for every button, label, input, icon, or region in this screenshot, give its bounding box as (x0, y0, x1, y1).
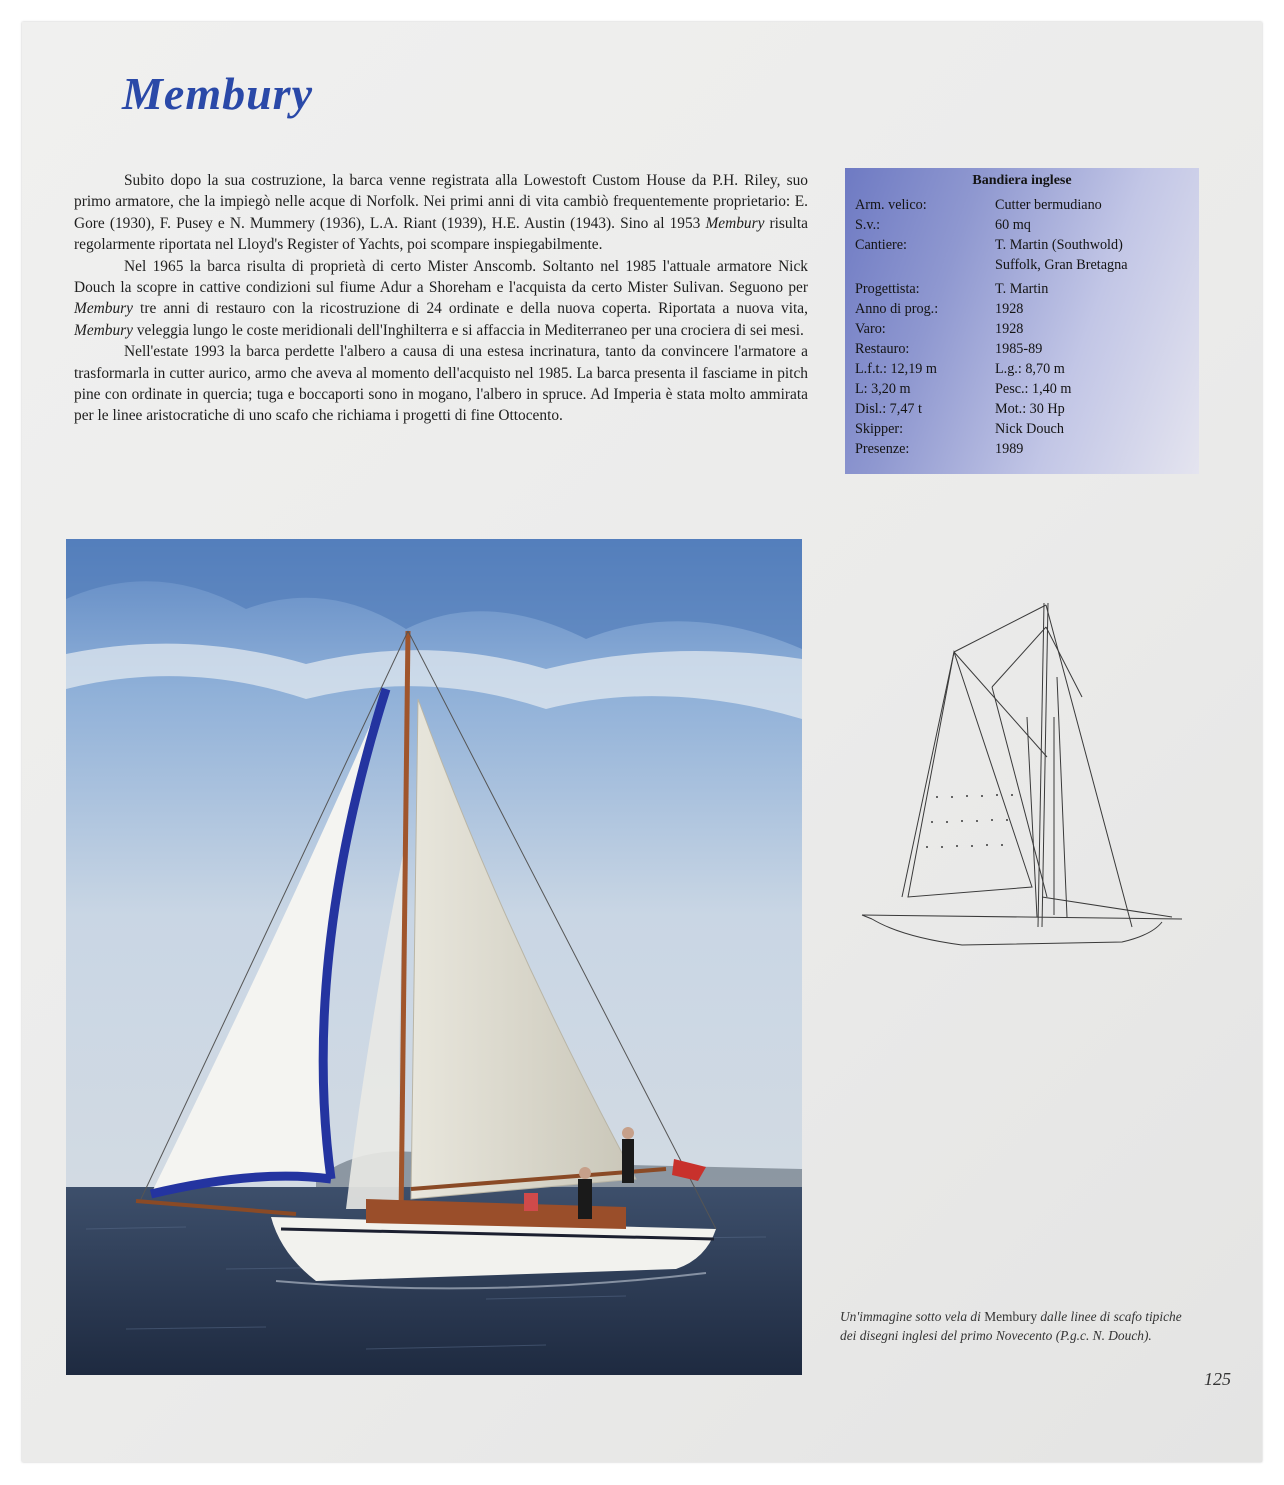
spec-label: L: 3,20 m (855, 381, 911, 397)
spec-row (855, 421, 1195, 441)
spec-value: Nick Douch (995, 421, 1064, 437)
spec-value: Mot.: 30 Hp (995, 401, 1065, 417)
page-number: 125 (1204, 1369, 1231, 1389)
spec-value: 1985-89 (995, 341, 1043, 357)
spec-heading: Bandiera inglese (972, 173, 1072, 188)
crew-red-jacket (524, 1193, 538, 1211)
spec-value: Pesc.: 1,40 m (995, 381, 1072, 397)
paragraph-1: Subito dopo la sua costruzione, la barca venne registrata alla Lowestoft Custom House da P.H. Riley, suo primo armatore, che la impiegò nelle acque di Norfolk. Nei primi anni di vita cambiò frequentemente proprietario: E. Gore (1930), F. Pusey e N. Mummery (1936), L.A. Riant (1939), H.E. Austin (1943). Sino al 1953 Membury risulta regolarmente riportata nel Lloyd's Register of Yachts, poi scompare inspiegabilmente. (74, 172, 809, 254)
sailboat-photo-illustration (66, 539, 802, 1375)
spec-label: Arm. velico: (855, 197, 927, 213)
crew-head (579, 1167, 591, 1179)
spec-label: S.v.: (855, 217, 881, 233)
spec-row (855, 381, 1195, 401)
spec-row (855, 197, 1195, 217)
plan-forestay (902, 652, 954, 897)
spec-label: Disl.: 7,47 t (855, 401, 923, 417)
spec-row (855, 217, 1195, 237)
spec-row (855, 441, 1195, 461)
paragraph-3: Nell'estate 1993 la barca perdette l'albero a causa di una estesa incrinatura, tanto da convincere l'armatore a trasformarla in cutter aurico, armo che aveva al momento dell'acquisto nel 1985. La barca presenta il fasciame in pitch pine con ordinate in quercia; tuga e boccaporti sono in mogano, l'albero in spruce. Ad Imperia è stata molto ammirata per le linee aristocratiche di uno scafo che richiama i progetti di fine Ottocento. (74, 343, 808, 425)
crew-member-standing (622, 1139, 634, 1183)
spec-label: Varo: (855, 321, 886, 337)
crew-member (578, 1179, 592, 1219)
spec-row (855, 237, 1195, 257)
sailing-photo (66, 539, 802, 1375)
spec-row (855, 257, 1195, 277)
plan-reef-points (926, 794, 1013, 848)
spec-value: 1928 (995, 321, 1024, 337)
spec-label: Anno di prog.: (855, 301, 939, 317)
spec-row (855, 341, 1195, 361)
photo-caption: Un'immagine sotto vela di Membury dalle linee di scafo tipiche dei disegni inglesi del primo Novecento (P.g.c. N. Douch). (840, 1309, 1182, 1343)
plan-hull (872, 919, 1162, 945)
spec-label: Progettista: (855, 281, 920, 297)
plan-deck (862, 915, 1182, 919)
spec-label: Cantiere: (855, 237, 907, 253)
article-body (74, 170, 808, 427)
spec-value: Suffolk, Gran Bretagna (995, 257, 1128, 273)
spec-value: Cutter bermudiano (995, 197, 1102, 213)
spec-label: Restauro: (855, 341, 910, 357)
plan-backstay (1046, 605, 1132, 927)
page-title: Membury (122, 68, 313, 119)
spec-row (855, 301, 1195, 321)
spec-value: T. Martin (995, 281, 1049, 297)
spec-row (855, 401, 1195, 421)
book-page (22, 22, 1262, 1462)
spec-label: Skipper: (855, 421, 904, 437)
spec-row (855, 321, 1195, 341)
plan-foresail (908, 652, 1032, 897)
sail-plan-drawing (842, 597, 1192, 957)
spec-value: T. Martin (Southwold) (995, 237, 1123, 253)
crew-head (622, 1127, 634, 1139)
spec-value: 60 mq (995, 217, 1031, 233)
spec-value: L.g.: 8,70 m (995, 361, 1065, 377)
spec-value: 1928 (995, 301, 1024, 317)
spec-label: L.f.t.: 12,19 m (855, 361, 937, 377)
spec-value: 1989 (995, 441, 1024, 457)
spec-row (855, 281, 1195, 301)
spec-label: Presenze: (855, 441, 910, 457)
plan-boom (1042, 897, 1172, 917)
spec-row (855, 361, 1195, 381)
paragraph-2: Nel 1965 la barca risulta di proprietà di certo Mister Anscomb. Soltanto nel 1985 l'attuale armatore Nick Douch la scopre in cattive condizioni sul fiume Adur a Shoreham e l'acquista da certo Mister Sulivan. Seguono per Membury tre anni di restauro con la ricostruzione di 24 ordinate e della nuova coperta. Riportata a nuova vita, Membury veleggia lungo le coste meridionali dell'Inghilterra e si affaccia in Mediterraneo per una crociera di sei mesi. (74, 257, 808, 339)
spec-box (845, 168, 1199, 474)
